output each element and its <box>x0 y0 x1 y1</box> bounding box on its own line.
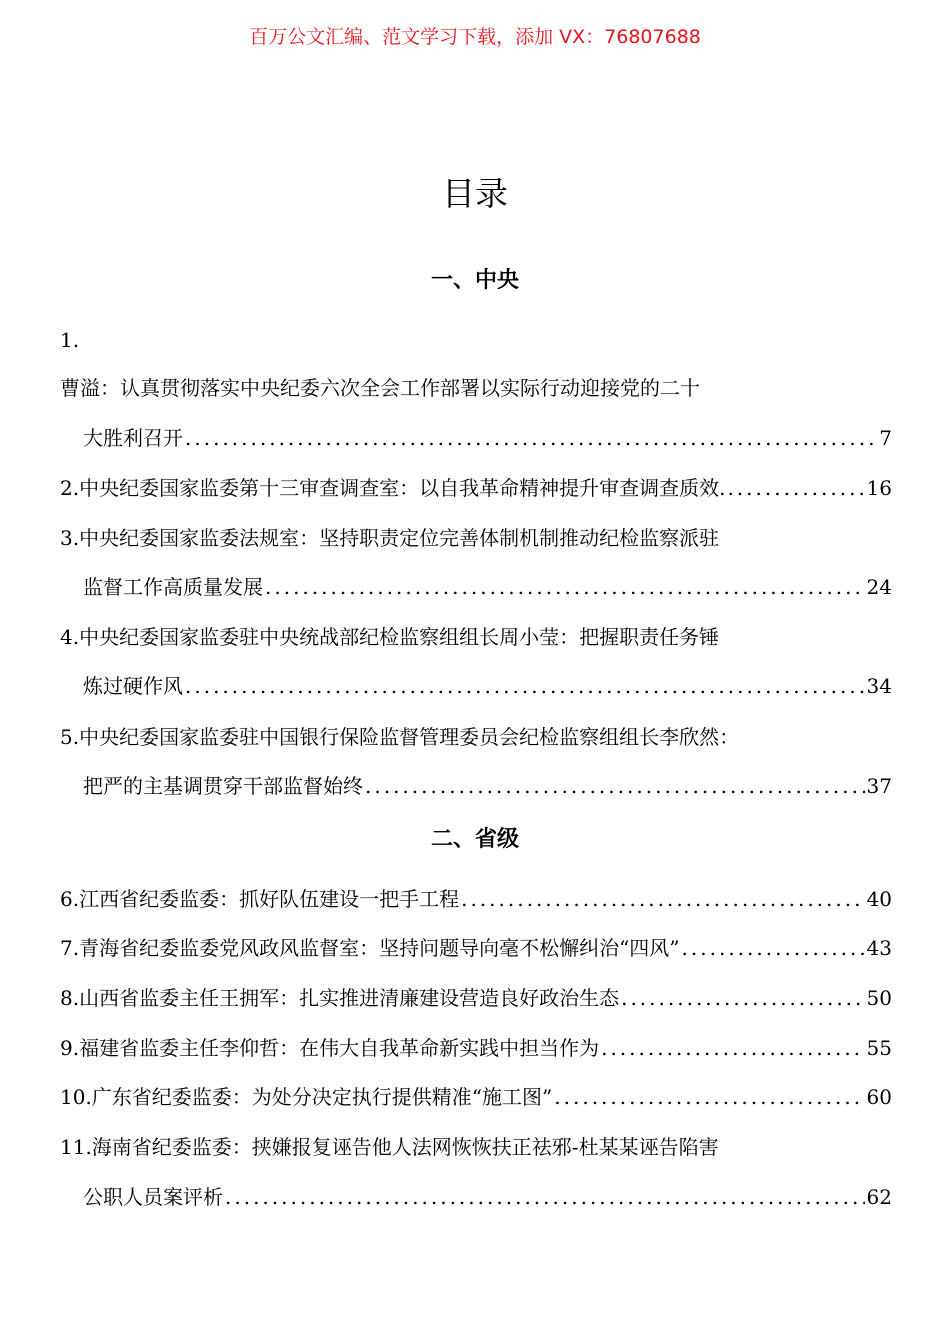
page-number: 7 <box>879 426 892 450</box>
dot-leader <box>680 931 865 965</box>
toc-entry-6[interactable] <box>60 882 892 916</box>
section-heading-central: 一、中央 <box>430 268 519 293</box>
toc-entry-title: 9.福建省监委主任李仰哲：在伟大自我革命新实践中担当作为 <box>60 1036 600 1060</box>
toc-entry-title: 6.江西省纪委监委：抓好队伍建设一把手工程 <box>60 887 460 911</box>
toc-entry-title: 5.中央纪委国家监委驻中国银行保险监督管理委员会纪检监察组组长李欣然： <box>60 725 740 749</box>
toc-entry-number: 1. <box>60 328 80 352</box>
toc-entry-title: 3.中央纪委国家监委法规室：坚持职责定位完善体制机制推动纪检监察派驻 <box>60 526 720 550</box>
dot-leader <box>223 1180 865 1214</box>
page-number: 60 <box>866 1085 892 1109</box>
dot-leader <box>459 882 864 916</box>
toc-entry-1-number[interactable] <box>60 323 892 357</box>
toc-entry-3[interactable] <box>60 521 892 555</box>
dot-leader <box>183 421 877 455</box>
page-number: 62 <box>866 1185 892 1209</box>
page-number: 34 <box>866 674 892 698</box>
toc-entry-9[interactable] <box>60 1031 892 1065</box>
dot-leader <box>725 471 864 505</box>
toc-entry-2[interactable] <box>60 471 892 505</box>
toc-entry-title-cont: 炼过硬作风 <box>83 674 183 698</box>
toc-entry-title-cont: 监督工作高质量发展 <box>83 575 263 599</box>
dot-leader <box>599 1031 864 1065</box>
toc-entry-title: 8.山西省监委主任王拥军：扎实推进清廉建设营造良好政治生态 <box>60 986 620 1010</box>
dot-leader <box>619 981 864 1015</box>
watermark-banner: 百万公文汇编、范文学习下载，添加 VX：76807688 <box>249 26 701 48</box>
toc-entry-title: 4.中央纪委国家监委驻中央统战部纪检监察组组长周小莹：把握职责任务锤 <box>60 625 720 649</box>
toc-entry-11[interactable] <box>60 1130 892 1164</box>
page-number: 55 <box>866 1036 892 1060</box>
toc-entry-7[interactable] <box>60 931 892 965</box>
page-number: 37 <box>866 774 892 798</box>
toc-entry-title-cont: 把严的主基调贯穿干部监督始终 <box>83 774 363 798</box>
toc-entry-title: 2.中央纪委国家监委第十三审查调查室：以自我革命精神提升审查调查质效. <box>60 476 726 500</box>
toc-entry-title: 11.海南省纪委监委：挟嫌报复诬告他人法网恢恢扶正祛邪-杜某某诬告陷害 <box>60 1135 719 1159</box>
toc-entry-title-cont: 大胜利召开 <box>83 426 183 450</box>
dot-leader <box>263 570 865 604</box>
section-heading-provincial: 二、省级 <box>430 827 519 852</box>
page-number: 43 <box>866 936 892 960</box>
page-number: 16 <box>866 476 892 500</box>
toc-entry-5[interactable] <box>60 720 892 754</box>
toc-entry-3-cont[interactable] <box>83 570 892 604</box>
toc-entry-10[interactable] <box>60 1080 892 1114</box>
toc-entry-8[interactable] <box>60 981 892 1015</box>
page-number: 24 <box>866 575 892 599</box>
toc-entry-title: 曹溢：认真贯彻落实中央纪委六次全会工作部署以实际行动迎接党的二十 <box>60 376 700 400</box>
toc-entry-11-cont[interactable] <box>83 1180 892 1214</box>
dot-leader <box>552 1080 864 1114</box>
toc-entry-title: 7.青海省纪委监委党风政风监督室：坚持问题导向毫不松懈纠治“四风” <box>60 936 680 960</box>
dot-leader <box>183 669 865 703</box>
dot-leader <box>363 769 865 803</box>
toc-entry-title: 10.广东省纪委监委：为处分决定执行提供精准“施工图” <box>60 1085 553 1109</box>
toc-entry-5-cont[interactable] <box>83 769 892 803</box>
toc-entry-4[interactable] <box>60 620 892 654</box>
page-number: 40 <box>866 887 892 911</box>
toc-entry-1-cont[interactable] <box>83 421 892 455</box>
toc-entry-1[interactable] <box>60 371 892 405</box>
toc-entry-title-cont: 公职人员案评析 <box>83 1185 223 1209</box>
page-title: 目录 <box>442 174 508 213</box>
page-number: 50 <box>866 986 892 1010</box>
toc-entry-4-cont[interactable] <box>83 669 892 703</box>
